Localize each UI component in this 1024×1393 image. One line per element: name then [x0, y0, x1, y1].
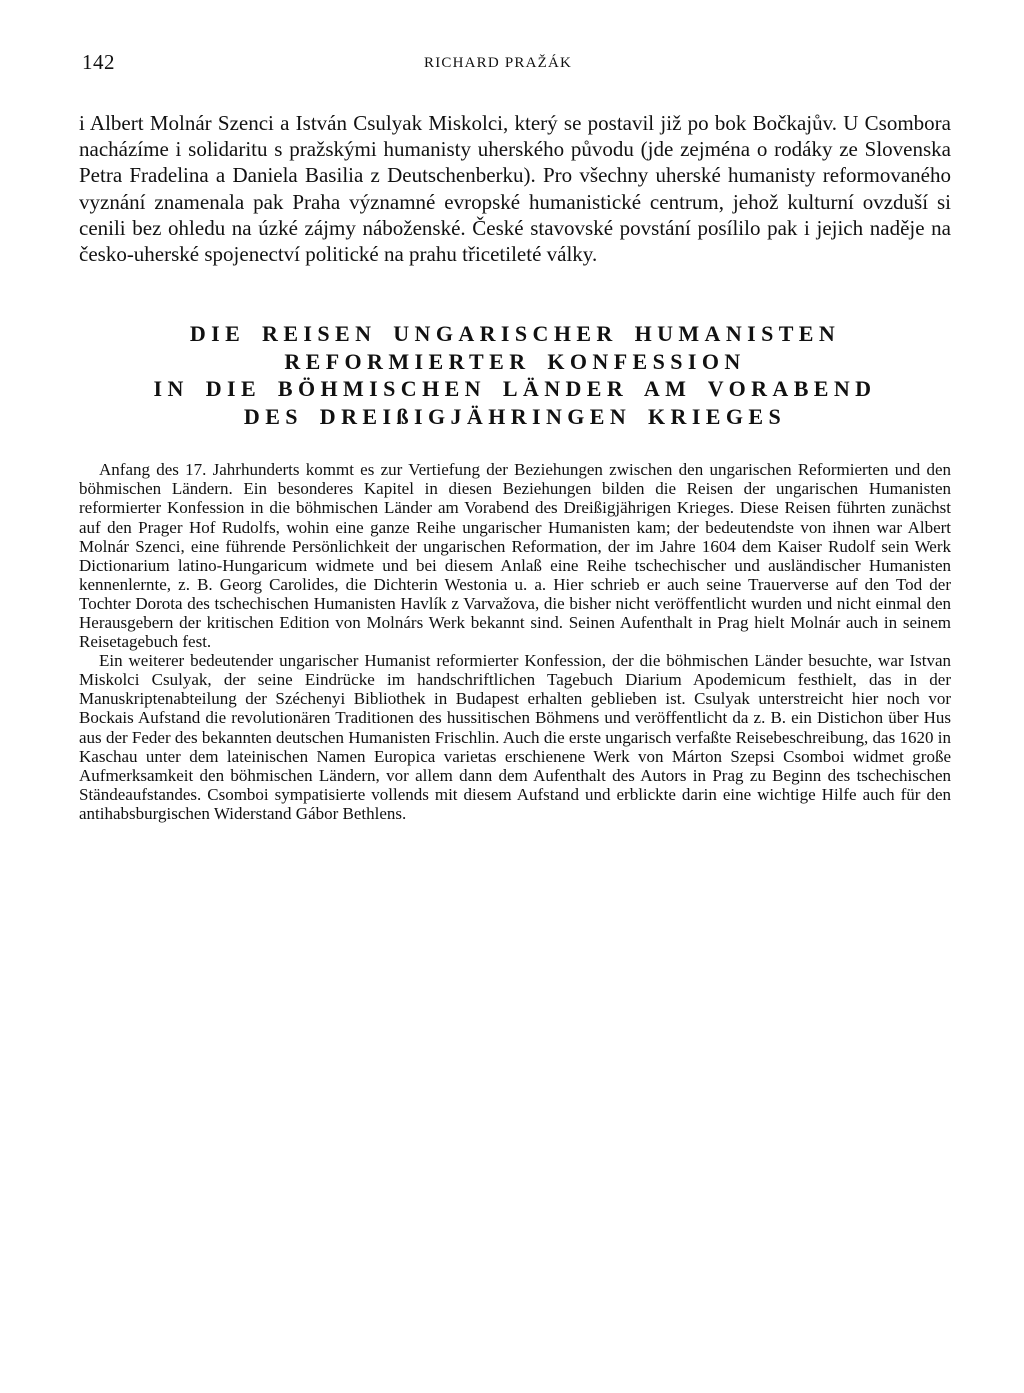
summary-paragraph: Anfang des 17. Jahrhunderts kommt es zur Vertiefung der Beziehungen zwischen den ungarischen Reformierten und den böhmischen Ländern. Ein besonderes Kapitel in diesen Beziehungen bilden die Reisen der ungarischen Humanisten reformierter Konfession in die böhmischen Länder am Vorabend des Dreißigjährigen Krieges. Diese Reisen führten zunächst auf den Prager Hof Rudolfs, wohin eine ganze Reihe ungarischer Humanisten kam; der bedeutendste von ihnen war Albert Molnár Szenci, eine führende Persönlichkeit der ungarischen Reformation, der im Jahre 1604 dem Kaiser Rudolf sein Werk Dictionarium latino-Hungaricum widmete und bei diesem Anlaß eine Reihe tschechischer und ausländischer Humanisten kennenlernte, z. B. Georg Carolides, die Dichterin Westonia u. a. Hier schrieb er auch seine Trauerverse auf den Tod der Tochter Dorota des tschechischen Humanisten Havlík z Varvažova, die bisher nicht veröffentlicht wurden und nicht einmal den Herausgebern der kritischen Edition von Molnárs Werk bekannt sind. Seinen Aufenthalt in Prag hielt Molnár auch in seinem Reisetagebuch fest.: [79, 460, 951, 652]
summary-title-line: IN DIE BÖHMISCHEN LÄNDER AM VORABEND: [153, 376, 877, 402]
page: [79, 50, 951, 823]
czech-paragraph: i Albert Molnár Szenci a István Csulyak Miskolci, který se postavil již po bok Bočkajův. U Csombora nacházíme i solidaritu s pražskými humanisty uherského původu (jde zejména o rodáky ze Slovenska Petra Fradelina a Daniela Basilia z Deutschenberku). Pro všechny uherské humanisty reformovaného vyznání znamenala pak Praha významné evropské humanistické centrum, jehož kulturní ovzduší si cenili bez ohledu na úzké zájmy náboženské. České stavovské povstání posílilo pak i jejich naděje na česko-uherské spojenectví politické na prahu třicetileté války.: [79, 111, 951, 267]
czech-text-block: [79, 110, 951, 267]
running-head: [79, 50, 951, 90]
summary-title: [79, 320, 951, 430]
summary-title-line: REFORMIERTER KONFESSION: [284, 348, 746, 374]
summary-paragraph: Ein weiterer bedeutender ungarischer Humanist reformierter Konfession, der die böhmischen Länder besuchte, war Istvan Miskolci Csulyak, der seine Eindrücke im handschriftlichen Tagebuch Diarium Apodemicum festhielt, das in der Manuskriptenabteilung der Széchenyi Bibliothek in Budapest erhalten geblieben ist. Csulyak unterstreicht hier noch vor Bockais Aufstand die revolutionären Traditionen des hussitischen Böhmens und veröffentlicht da z. B. ein Distichon über Hus aus der Feder des bekannten deutschen Humanisten Frischlin. Auch die erste ungarisch verfaßte Reisebeschreibung, das 1620 in Kaschau unter dem lateinischen Namen Europica varietas erschienene Werk von Márton Szepsi Csomboi widmet große Aufmerksamkeit den böhmischen Ländern, vor allem dann dem Aufenthalt des Autors in Prag zu Beginn des tschechischen Ständeaufstandes. Csomboi sympatisierte vollends mit diesem Aufstand und erblickte darin eine wichtige Hilfe auch für den antihabsburgischen Widerstand Gábor Bethlens.: [79, 651, 951, 823]
summary-title-line: DIE REISEN UNGARISCHER HUMANISTEN: [189, 321, 841, 347]
summary-title-line: DES DREIßIGJÄHRINGEN KRIEGES: [243, 403, 787, 429]
running-title: RICHARD PRAŽÁK: [424, 55, 573, 71]
summary-text-block: [79, 460, 951, 823]
page-number: 142: [82, 50, 115, 74]
